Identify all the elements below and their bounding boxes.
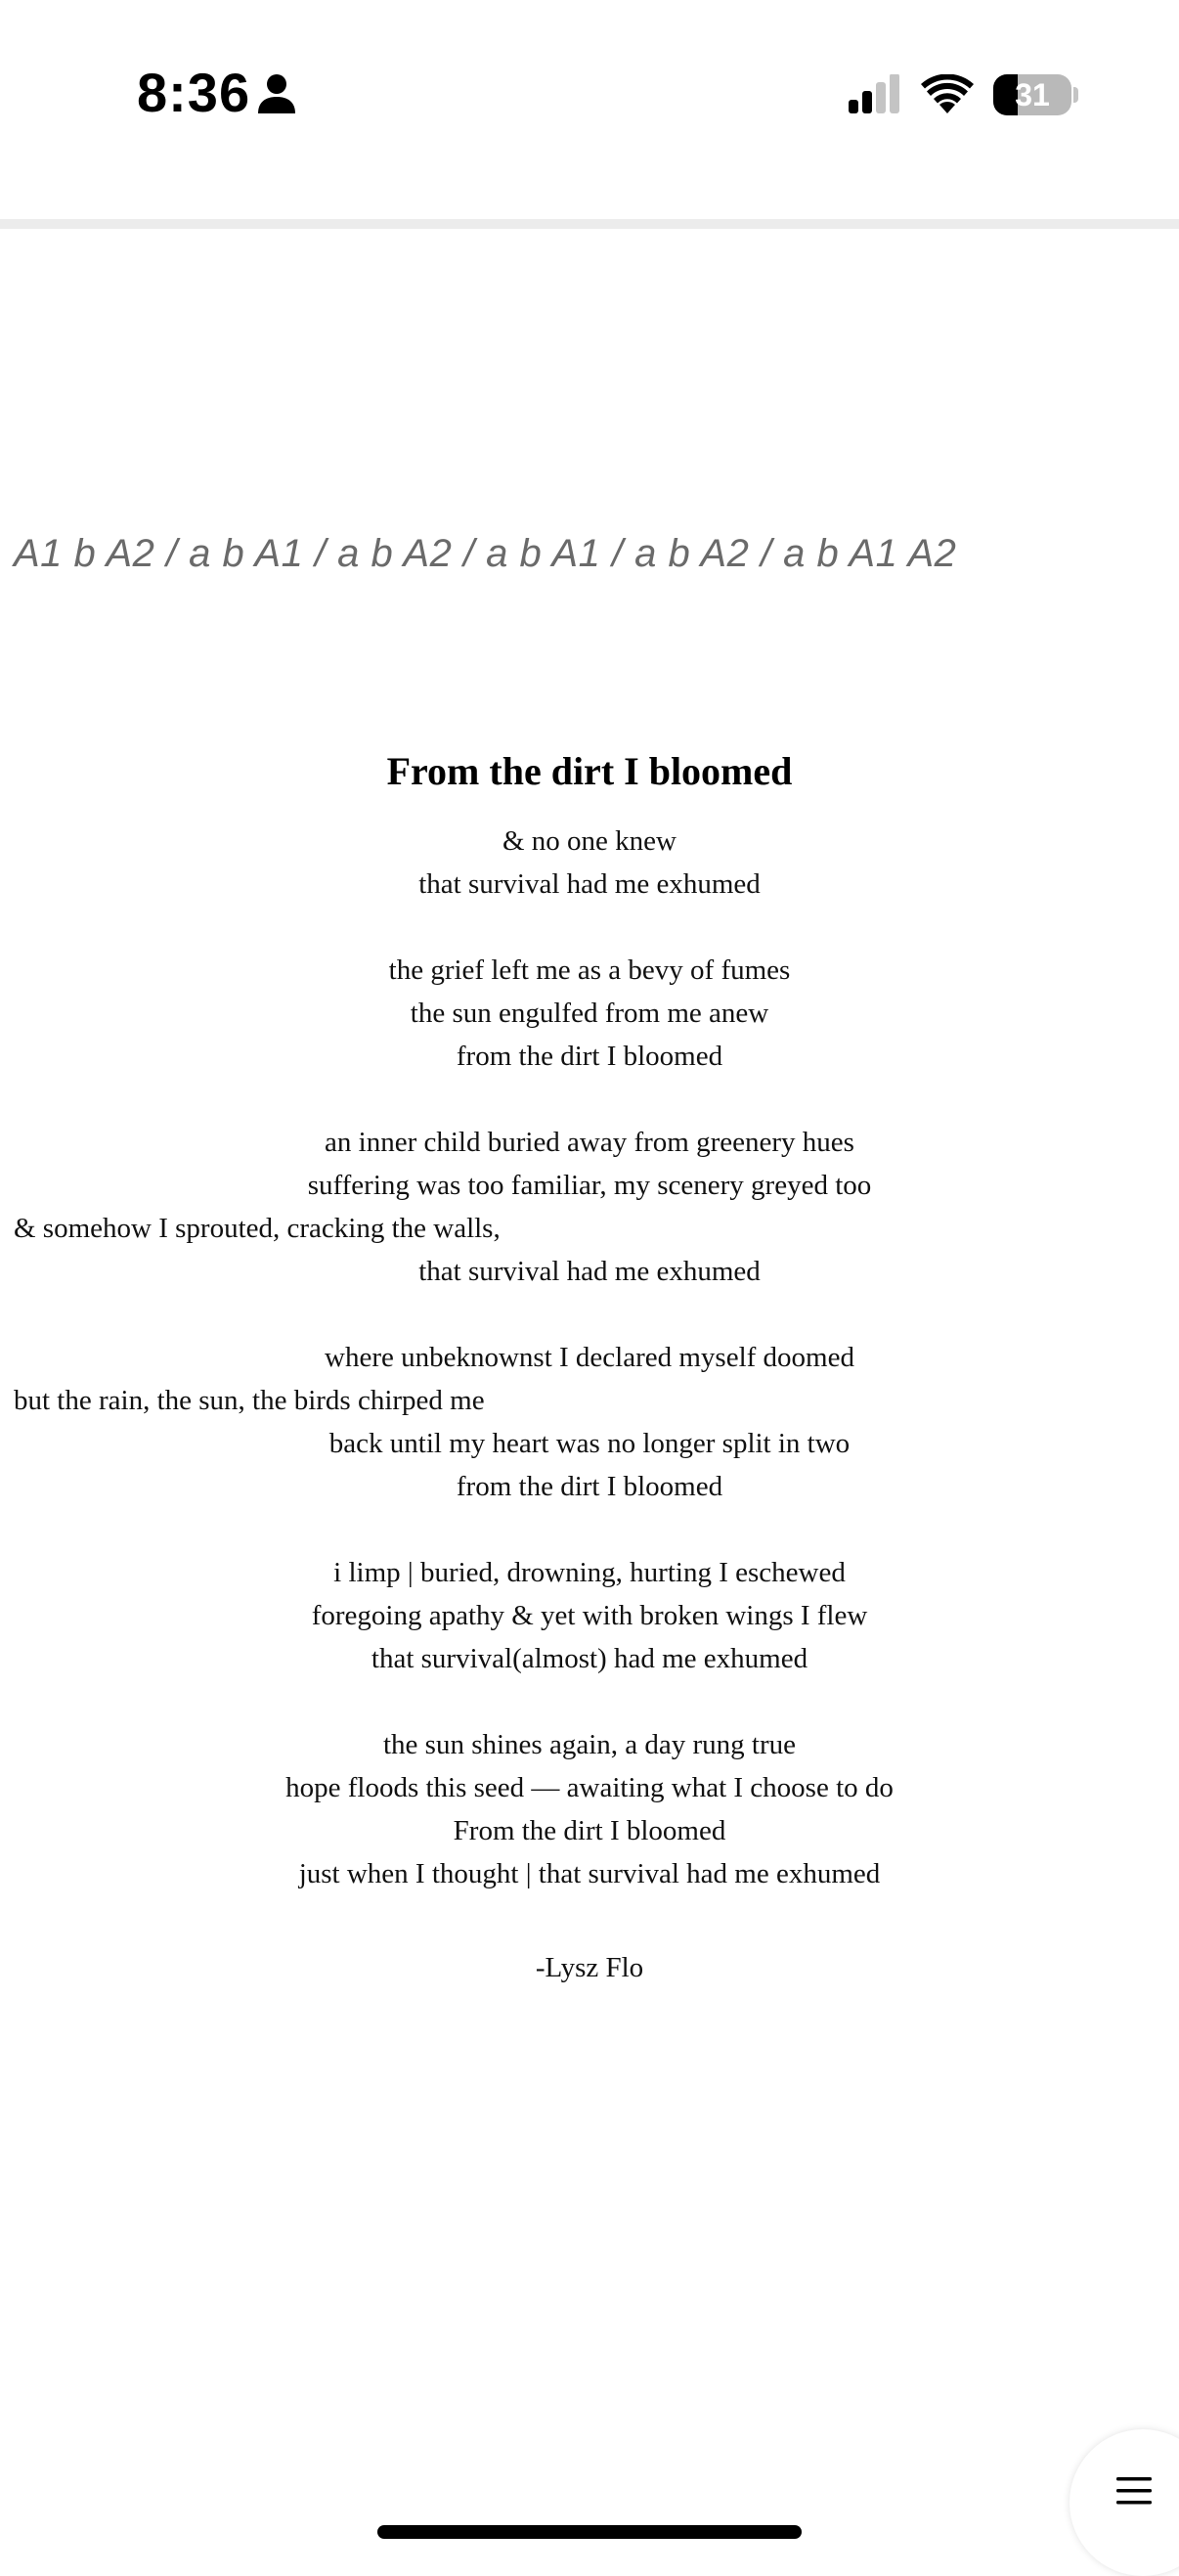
poem-line: the sun shines again, a day rung true — [382, 1729, 796, 1760]
poem-title: From the dirt I bloomed — [386, 749, 793, 793]
stanza-gap — [0, 1508, 1179, 1551]
signal-bar — [862, 91, 872, 113]
cellular-signal-icon — [843, 74, 901, 117]
battery-tip — [1073, 87, 1078, 103]
poem-line: from the dirt I bloomed — [456, 1041, 723, 1072]
signal-bar — [876, 82, 886, 113]
poem-line: foregoing apathy & yet with broken wings I flew — [311, 1600, 868, 1631]
signal-bar — [849, 100, 858, 113]
signal-bar — [890, 74, 899, 113]
battery-indicator — [993, 74, 1071, 115]
poem-line: suffering was too familiar, my scenery greyed too — [307, 1170, 872, 1201]
poem-line: the sun engulfed from me anew — [410, 998, 769, 1029]
poem-line: that survival had me exhumed — [418, 1256, 761, 1287]
poem-line: that survival(almost) had me exhumed — [371, 1643, 808, 1674]
poem-signature: -Lysz Flo — [535, 1952, 644, 1983]
poem-line: i limp | buried, drowning, hurting I eschewed — [333, 1557, 846, 1588]
rhyme-scheme: A1 b A2 / a b A1 / a b A2 / a b A1 / a b A2 / a b A1 A2 — [14, 532, 957, 575]
poem-line: from the dirt I bloomed — [456, 1471, 723, 1502]
poem-line: just when I thought | that survival had me exhumed — [298, 1858, 881, 1889]
home-indicator[interactable] — [377, 2525, 802, 2539]
battery-percentage: 31 — [1015, 77, 1050, 112]
poem-line: & no one knew — [502, 825, 677, 857]
wifi-icon — [921, 74, 974, 115]
stanza-gap — [0, 906, 1179, 949]
poem-line: From the dirt I bloomed — [453, 1815, 726, 1846]
poem-line: where unbeknownst I declared myself doomed — [325, 1342, 854, 1373]
poem-line: but the rain, the sun, the birds chirped me — [14, 1385, 485, 1416]
status-time: 8:36 — [137, 62, 251, 123]
header-divider — [0, 219, 1179, 229]
hamburger-menu-icon[interactable] — [1114, 2474, 1154, 2508]
poem-line: hope floods this seed — awaiting what I choose to do — [285, 1772, 894, 1803]
status-bar — [0, 0, 1179, 192]
person-icon — [256, 72, 297, 115]
poem-body — [0, 820, 1179, 1895]
poem-line: back until my heart was no longer split in two — [328, 1428, 851, 1459]
stanza-gap — [0, 1078, 1179, 1121]
poem-line: & somehow I sprouted, cracking the walls, — [14, 1213, 501, 1244]
poem-line: an inner child buried away from greenery hues — [325, 1127, 854, 1158]
stanza-gap — [0, 1680, 1179, 1723]
poem-line: that survival had me exhumed — [418, 868, 761, 900]
poem-line: the grief left me as a bevy of fumes — [388, 955, 791, 986]
stanza-gap — [0, 1293, 1179, 1336]
